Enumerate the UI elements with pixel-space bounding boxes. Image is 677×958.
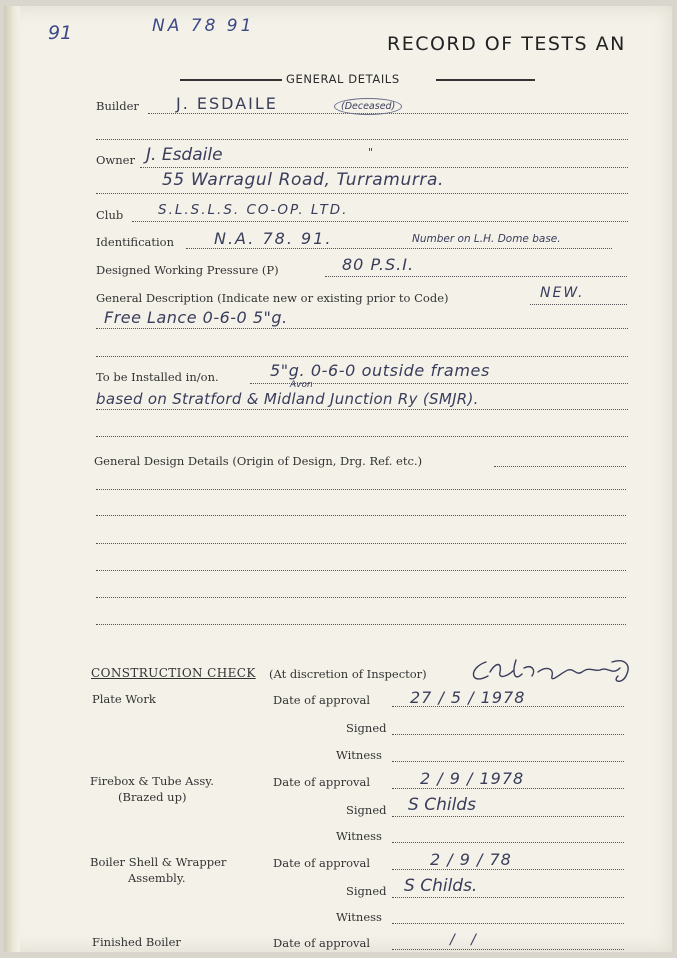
boiler-shell-signature: S Childs. [404,876,478,896]
club-line [132,221,628,222]
pressure-value: 80 P.S.I. [342,255,415,274]
builder-note: (Deceased) [334,98,402,115]
design-line [494,466,626,467]
description-label: General Description (Indicate new or existing prior to Code) [96,291,449,305]
finished-boiler-date-label: Date of approval [273,936,371,950]
firebox-label-2: (Brazed up) [118,790,187,804]
design-label: General Design Details (Origin of Design, Drg. Ref. etc.) [94,454,423,468]
firebox-signed-line [392,816,624,817]
plate-work-signed-line [392,734,624,735]
builder-label: Builder [96,99,139,113]
inspector-signature [462,654,644,688]
plate-work-witness-label: Witness [336,748,382,762]
firebox-label: Firebox & Tube Assy. [90,774,214,788]
section-heading [180,72,535,88]
owner-label: Owner [96,153,135,167]
install-value: 5"g. 0-6-0 outside frames [270,361,490,380]
owner-line [140,167,628,168]
plate-work-date-label: Date of approval [273,693,371,707]
install-line-3 [96,436,628,437]
boiler-shell-signed-label: Signed [346,884,387,898]
firebox-date-line [392,788,624,789]
plate-work-date: 27 / 5 / 1978 [410,688,526,707]
identification-line [186,248,612,249]
description-line-3 [96,356,628,357]
owner-name: J. Esdaile [146,145,223,165]
install-value-2: based on Stratford & Midland Junction Ry (SMJR). [96,390,479,408]
page-title: RECORD OF TESTS AN [387,33,626,55]
firebox-witness-line [392,842,624,843]
identification-label: Identification [96,235,175,249]
description-line-2 [96,328,628,329]
owner-address: 55 Warragul Road, Turramurra. [162,170,445,190]
owner-mark: " [368,146,374,159]
design-line-6 [96,597,626,598]
owner-line-2 [96,193,628,194]
club-label: Club [96,208,124,222]
plate-work-label: Plate Work [92,692,156,706]
firebox-witness-label: Witness [336,829,382,843]
record-sheet [4,6,672,952]
plate-work-signed-label: Signed [346,721,387,735]
boiler-shell-date-line [392,869,624,870]
firebox-signed-label: Signed [346,803,387,817]
construction-title: CONSTRUCTION CHECK [91,666,256,680]
club-value: S.L.S.L.S. CO-OP. LTD. [158,202,349,218]
design-line-4 [96,543,626,544]
install-line-2 [96,409,628,410]
page-number: 91 [48,22,73,44]
reference-code: NA 78 91 [152,16,255,36]
plate-work-witness-line [392,761,624,762]
pressure-label: Designed Working Pressure (P) [96,263,279,277]
boiler-shell-signed-line [392,897,624,898]
boiler-shell-date-label: Date of approval [273,856,371,870]
finished-boiler-date: / / [450,932,482,948]
description-value-2: Free Lance 0-6-0 5"g. [104,308,288,327]
design-line-2 [96,489,626,490]
construction-subtitle: (At discretion of Inspector) [269,667,427,681]
install-insert: Avon [290,380,313,390]
identification-note: Number on L.H. Dome base. [412,233,561,245]
identification-value: N.A. 78. 91. [214,229,333,248]
install-label: To be Installed in/on. [96,370,219,384]
section-title: GENERAL DETAILS [286,72,400,86]
design-line-3 [96,515,626,516]
firebox-signature: S Childs [408,795,476,815]
page-binding [4,6,20,952]
boiler-shell-date: 2 / 9 / 78 [430,850,512,869]
boiler-shell-label: Boiler Shell & Wrapper [90,855,227,869]
boiler-shell-witness-label: Witness [336,910,382,924]
firebox-date-label: Date of approval [273,775,371,789]
description-value: NEW. [540,285,585,301]
firebox-date: 2 / 9 / 1978 [420,769,525,788]
finished-boiler-label: Finished Boiler [92,935,181,949]
finished-boiler-date-line [392,949,624,950]
description-line [530,304,627,305]
design-line-7 [96,624,626,625]
builder-line-2 [96,139,628,140]
design-line-5 [96,570,626,571]
pressure-line [325,276,627,277]
boiler-shell-witness-line [392,923,624,924]
boiler-shell-label-2: Assembly. [128,871,186,885]
builder-value: J. ESDAILE [176,94,278,113]
